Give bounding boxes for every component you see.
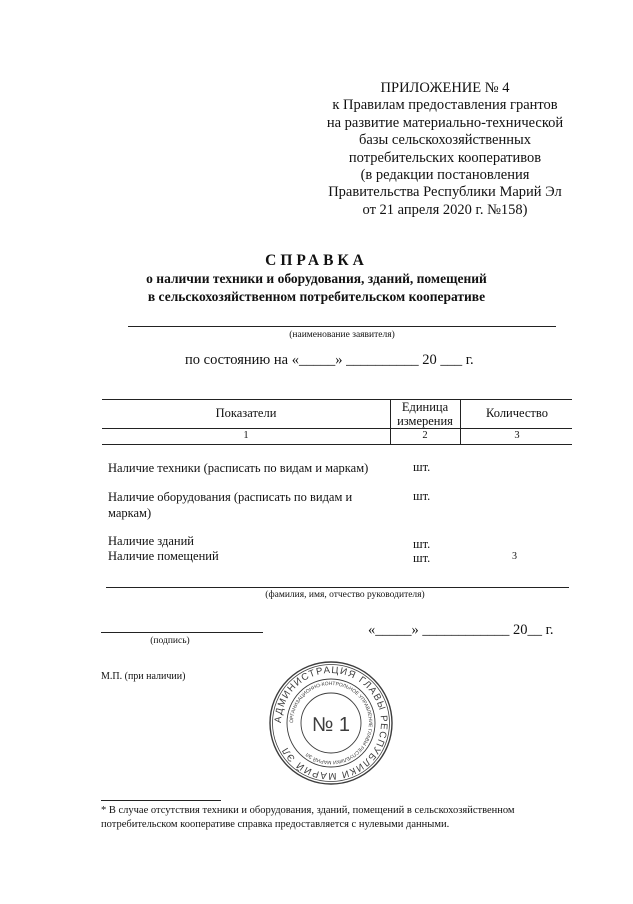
- row-buildings-unit: шт.: [413, 537, 431, 551]
- row-devices-unit: шт.: [413, 489, 431, 503]
- header-unit: Единица измерения: [397, 400, 453, 428]
- row-premises-label: Наличие помещений: [108, 549, 219, 563]
- footnote-line: потребительском кооперативе справка предоставляется с нулевыми данными.: [101, 819, 450, 830]
- footnote-line: * В случае отсутствия техники и оборудования, зданий, помещений в сельскохозяйственном: [101, 805, 515, 816]
- applicant-caption: (наименование заявителя): [289, 330, 395, 340]
- appendix-line: (в редакции постановления: [360, 167, 530, 184]
- appendix-line: базы сельскохозяйственных: [358, 132, 532, 149]
- table-divider: [460, 399, 461, 444]
- head-name-line: [106, 587, 569, 588]
- official-stamp: [268, 660, 394, 786]
- row-premises-unit: шт.: [413, 551, 431, 565]
- as-of-date: по состоянию на «_____» __________ 20 ___ г.: [185, 352, 474, 368]
- table-rule-top: [102, 399, 572, 400]
- footnote-rule: [101, 800, 221, 801]
- table-rule-mid: [102, 428, 572, 429]
- appendix-line: потребительских кооперативов: [348, 149, 542, 166]
- row-equipment-unit: шт.: [413, 460, 431, 474]
- stamp-inner-text: ОРГАНИЗАЦИОННО-КОНТРОЛЬНОЕ УПРАВЛЕНИЕ ГЛАВЫ РЕСПУБЛИКИ МАРИЙ ЭЛ: [288, 680, 374, 766]
- stamp-outer-text: АДМИНИСТРАЦИЯ ГЛАВЫ РЕСПУБЛИКИ МАРИЙ ЭЛ: [272, 664, 390, 782]
- column-number: 2: [422, 430, 428, 441]
- table-divider: [390, 399, 391, 444]
- subtitle-line: о наличии техники и оборудования, зданий, помещений: [146, 271, 487, 286]
- subtitle-line: в сельскохозяйственном потребительском кооперативе: [147, 289, 486, 304]
- appendix-line: на развитие материально-технической: [326, 114, 564, 131]
- appendix-line: Правительства Республики Марий Эл: [328, 184, 562, 201]
- signature-caption: (подпись): [150, 636, 190, 646]
- column-number: 3: [514, 430, 520, 441]
- applicant-name-line: [128, 326, 556, 327]
- row-buildings-label: Наличие зданий: [108, 534, 194, 548]
- appendix-header: [300, 80, 590, 219]
- row-devices-label: Наличие оборудования (расписать по видам и маркам): [108, 490, 353, 520]
- header-quantity: Количество: [486, 406, 548, 420]
- row-premises-quantity: 3: [512, 551, 517, 562]
- appendix-line: ПРИЛОЖЕНИЕ № 4: [380, 80, 510, 96]
- table-rule-bottom: [102, 444, 572, 445]
- signing-date: «_____» ____________ 20__ г.: [368, 622, 554, 638]
- stamp-number: № 1: [311, 714, 351, 736]
- header-indicators: Показатели: [215, 406, 277, 420]
- appendix-line: от 21 апреля 2020 г. №158): [362, 201, 528, 218]
- row-equipment-label: Наличие техники (расписать по видам и маркам): [108, 461, 369, 475]
- appendix-line: к Правилам предоставления грантов: [332, 97, 558, 114]
- column-number: 1: [243, 430, 249, 441]
- footnote: [101, 804, 515, 832]
- head-caption: (фамилия, имя, отчество руководителя): [265, 590, 425, 600]
- signature-line: [101, 632, 263, 633]
- document-title: СПРАВКА: [265, 252, 368, 269]
- seal-label: М.П. (при наличии): [101, 671, 186, 682]
- document-subtitle: [0, 270, 633, 306]
